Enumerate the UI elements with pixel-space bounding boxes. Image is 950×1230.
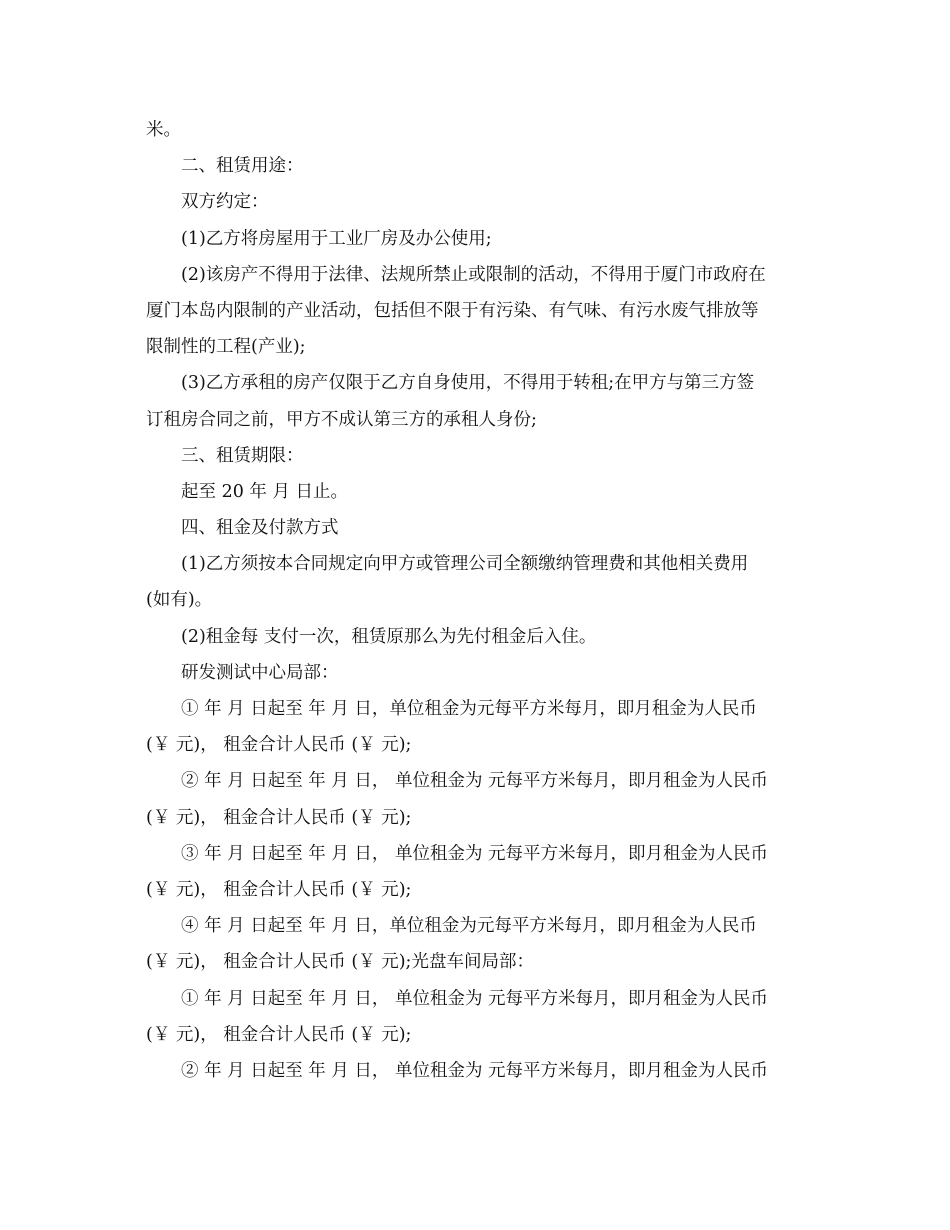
document-body <box>146 112 806 1089</box>
text-line: (￥ 元)， 租金合计人民币 (￥ 元); <box>146 1024 412 1045</box>
rent-period-item: ③ 年 月 日起至 年 月 日， 单位租金为 元每平方米每月，即月租金为人民币 <box>181 843 768 864</box>
clause-item: (2)租金每 支付一次，租赁原那么为先付租金后入住。 <box>181 626 597 647</box>
text-line: (￥ 元)， 租金合计人民币 (￥ 元); <box>146 735 412 756</box>
rent-period-item: ② 年 月 日起至 年 月 日， 单位租金为 元每平方米每月，即月租金为人民币 <box>181 771 768 792</box>
clause-item: (2)该房产不得用于法律、法规所禁止或限制的活动，不得用于厦门市政府在 <box>181 264 766 285</box>
text-line: 起至 20 年 月 日止。 <box>181 481 349 502</box>
text-line: 限制性的工程(产业); <box>146 337 306 358</box>
section-heading: 三、租赁期限： <box>181 445 304 466</box>
text-line: 米。 <box>146 120 181 140</box>
rent-period-item: ① 年 月 日起至 年 月 日，单位租金为元每平方米每月，即月租金为人民币 <box>181 699 757 719</box>
section-heading: 二、租赁用途： <box>181 156 304 177</box>
text-line: 厦门本岛内限制的产业活动，包括但不限于有污染、有气味、有污水废气排放等 <box>146 300 759 321</box>
rent-period-item: ② 年 月 日起至 年 月 日， 单位租金为 元每平方米每月，即月租金为人民币 <box>181 1060 768 1081</box>
text-line: (￥ 元)， 租金合计人民币 (￥ 元); <box>146 879 412 900</box>
rent-period-item: ④ 年 月 日起至 年 月 日，单位租金为元每平方米每月，即月租金为人民币 <box>181 916 757 937</box>
section-heading: 四、租金及付款方式 <box>181 518 339 539</box>
text-line: (￥ 元)， 租金合计人民币 (￥ 元);光盘车间局部： <box>146 952 534 973</box>
text-line: 双方约定： <box>181 192 269 213</box>
clause-item: (1)乙方将房屋用于工业厂房及办公使用; <box>181 228 492 249</box>
clause-item: (3)乙方承租的房产仅限于乙方自身使用，不得用于转租;在甲方与第三方签 <box>181 373 755 394</box>
rent-period-item: ① 年 月 日起至 年 月 日， 单位租金为 元每平方米每月，即月租金为人民币 <box>181 988 768 1009</box>
subsection-label: 研发测试中心局部： <box>181 662 339 683</box>
text-line: 订租房合同之前，甲方不成认第三方的承租人身份; <box>146 409 537 430</box>
clause-item: (1)乙方须按本合同规定向甲方或管理公司全额缴纳管理费和其他相关费用 <box>181 554 749 575</box>
text-line: (￥ 元)， 租金合计人民币 (￥ 元); <box>146 807 412 828</box>
text-line: (如有)。 <box>146 590 213 611</box>
